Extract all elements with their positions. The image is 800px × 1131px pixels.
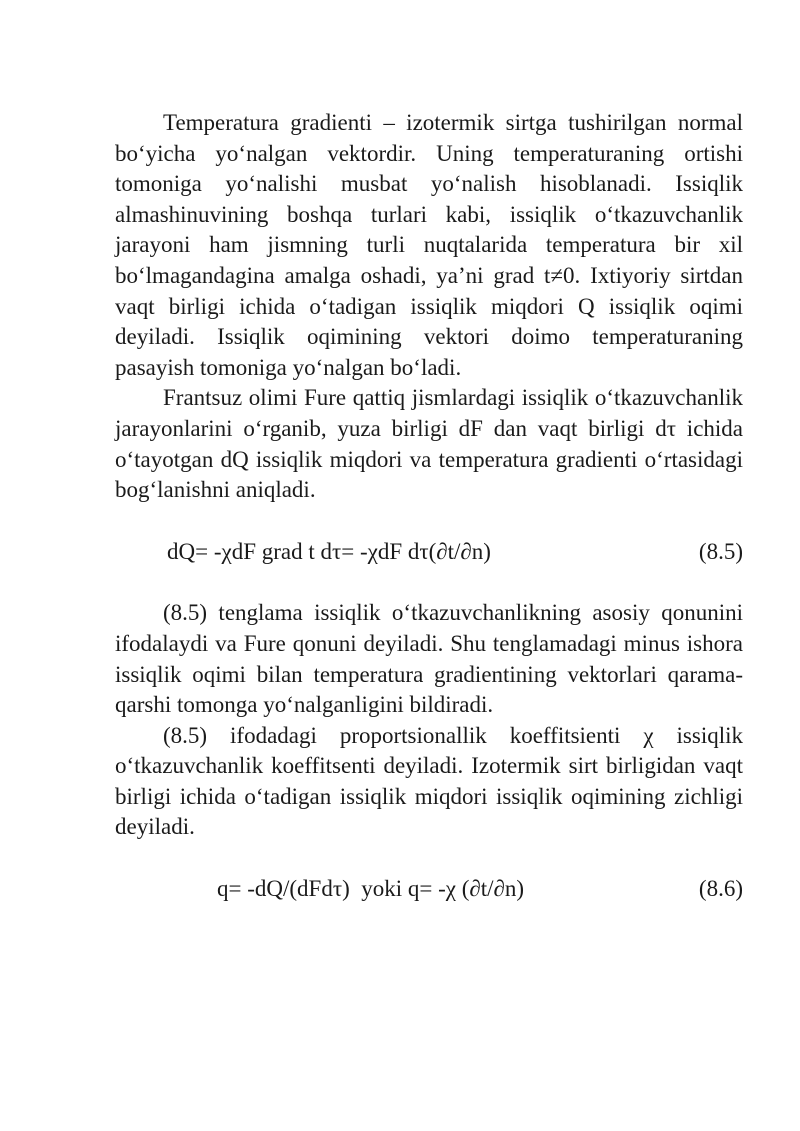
- paragraph-fourier-research: Frantsuz olimi Fure qattiq jismlardagi issiqlik o‘tkazuvchanlik jarayonlarini o‘rganib, yuza birligi dF dan vaqt birligi dτ ichida o‘tayotgan dQ issiqlik miqdori va temperatura gradienti o‘rtasidagi bog‘lanishni aniqladi.: [115, 385, 743, 503]
- equation-number: (8.6): [698, 876, 743, 902]
- equation-expression: dQ= -χdF grad t dτ= -χdF dτ(∂t/∂n): [167, 538, 491, 564]
- document-page: [115, 108, 743, 905]
- equation-number: (8.5): [698, 538, 743, 564]
- equation-8-5: [115, 537, 743, 568]
- paragraph-temperature-gradient: Temperatura gradienti – izotermik sirtga tushirilgan normal bo‘yicha yo‘nalgan vektordir. Uning temperaturaning ortishi tomoniga yo‘nalishi musbat yo‘nalish hisoblanadi. Issiqlik almashinuvining boshqa turlari kabi, issiqlik o‘tkazuvchanlik jarayoni ham jismning turli nuqtalarida temperatura bir xil bo‘lmagandagina amalga oshadi, ya’ni grad t≠0. Ixtiyoriy sirtdan vaqt birligi ichida o‘tadigan issiqlik miqdori Q issiqlik oqimi deyiladi. Issiqlik oqimining vektori doimo temperaturaning pasayish tomoniga yo‘nalgan bo‘ladi.: [115, 110, 743, 380]
- paragraph-fourier-law: (8.5) tenglama issiqlik o‘tkazuvchanlikning asosiy qonunini ifodalaydi va Fure qonuni deyiladi. Shu tenglamadagi minus ishora issiqlik oqimi bilan temperatura gradientining vektorlari qarama-qarshi tomonga yo‘nalganligini bildiradi.: [115, 600, 743, 718]
- paragraph-conductivity-coefficient: (8.5) ifodadagi proportsionallik koeffitsienti χ issiqlik o‘tkazuvchanlik koeffitsenti deyiladi. Izotermik sirt birligidan vaqt birligi ichida o‘tadigan issiqlik miqdori issiqlik oqimining zichligi deyiladi.: [115, 722, 743, 840]
- equation-expression: q= -dQ/(dFdτ) yoki q= -χ (∂t/∂n): [217, 876, 525, 902]
- equation-8-6: [115, 874, 743, 905]
